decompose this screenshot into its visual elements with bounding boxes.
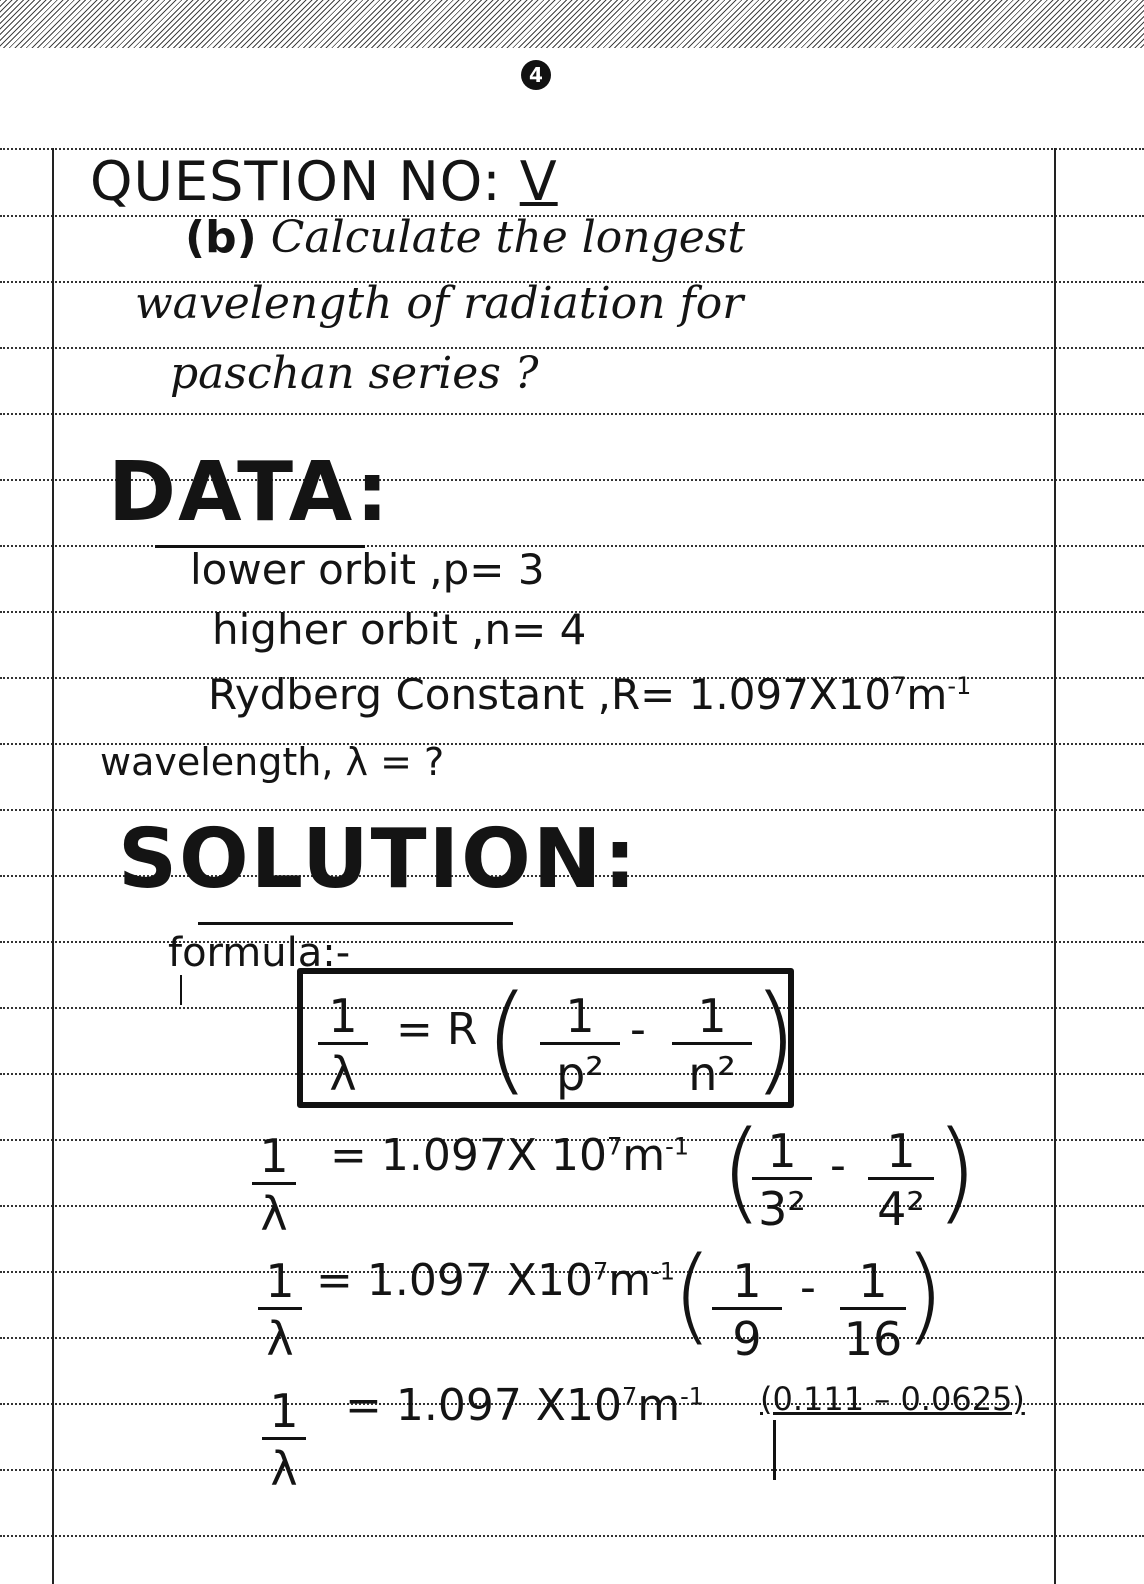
step2-lhs: 1 λ [258, 1255, 302, 1368]
lower-orbit: lower orbit ,p= 3 [190, 545, 545, 594]
question-line-3: paschan series ? [170, 348, 539, 399]
question-line-1 [185, 212, 745, 263]
formula-lhs: 1 λ [318, 990, 368, 1103]
step1-minus: - [830, 1140, 846, 1191]
question-number: V [519, 150, 558, 213]
step2-open-paren: ( [672, 1234, 713, 1356]
step1-open-paren: ( [720, 1107, 763, 1235]
scan-edge-hatching [0, 0, 1144, 48]
step2-minus: - [800, 1262, 816, 1313]
step1-lhs: 1 λ [252, 1130, 296, 1243]
left-margin-line [52, 148, 54, 1584]
data-heading: DATA: [108, 445, 391, 540]
formula-open-paren: ( [484, 969, 531, 1107]
formula-label: formula:- [168, 930, 351, 976]
wavelength-unknown: wavelength, λ = ? [100, 740, 445, 784]
step1-term-1: 1 3² [752, 1125, 812, 1238]
step3-rhs: = 1.097 $X10^7m^{-1}$ [345, 1380, 705, 1431]
step3-lhs: 1 λ [262, 1385, 306, 1498]
step2-close-paren: ) [904, 1234, 945, 1356]
formula-tick [180, 975, 182, 1005]
step2-term-2: 1 16 [840, 1255, 906, 1368]
rydberg-constant [208, 670, 971, 719]
step2-term-1: 1 9 [712, 1255, 782, 1368]
formula-close-paren: ) [752, 969, 799, 1107]
solution-heading-underline [198, 922, 513, 925]
formula-minus: - [630, 1004, 646, 1055]
rydberg-exponent: 7 [891, 672, 907, 700]
question-title [90, 150, 558, 213]
right-margin-line [1054, 148, 1056, 1584]
question-text-1: Calculate the longest [270, 212, 746, 263]
question-part: (b) [185, 212, 257, 263]
rydberg-unit-exponent: -1 [947, 672, 972, 700]
step2-rhs: = 1.097 $X10^7m^{-1}$ [316, 1255, 676, 1306]
rydberg-unit: m [906, 670, 948, 719]
step1-close-paren: ) [935, 1107, 978, 1235]
step1-rhs: = 1.097X $10^7m^{-1}$ [330, 1130, 690, 1181]
question-line-2: wavelength of radiation for [135, 278, 744, 329]
formula-term-1: 1 p² [540, 990, 620, 1103]
step3-bracket-stroke [773, 1420, 776, 1480]
rydberg-value: Rydberg Constant ,R= 1.097X10 [208, 670, 892, 719]
question-label: QUESTION NO: [90, 150, 502, 213]
formula-term-2: 1 n² [672, 990, 752, 1103]
higher-orbit: higher orbit ,n= 4 [212, 605, 587, 654]
step1-term-2: 1 4² [868, 1125, 934, 1238]
solution-heading: SOLUTION: [118, 812, 639, 907]
formula-eq-r: = R [396, 1004, 478, 1055]
page-number: 4 [521, 60, 551, 90]
step3-bracket: (0.111 – 0.0625) [760, 1380, 1025, 1418]
